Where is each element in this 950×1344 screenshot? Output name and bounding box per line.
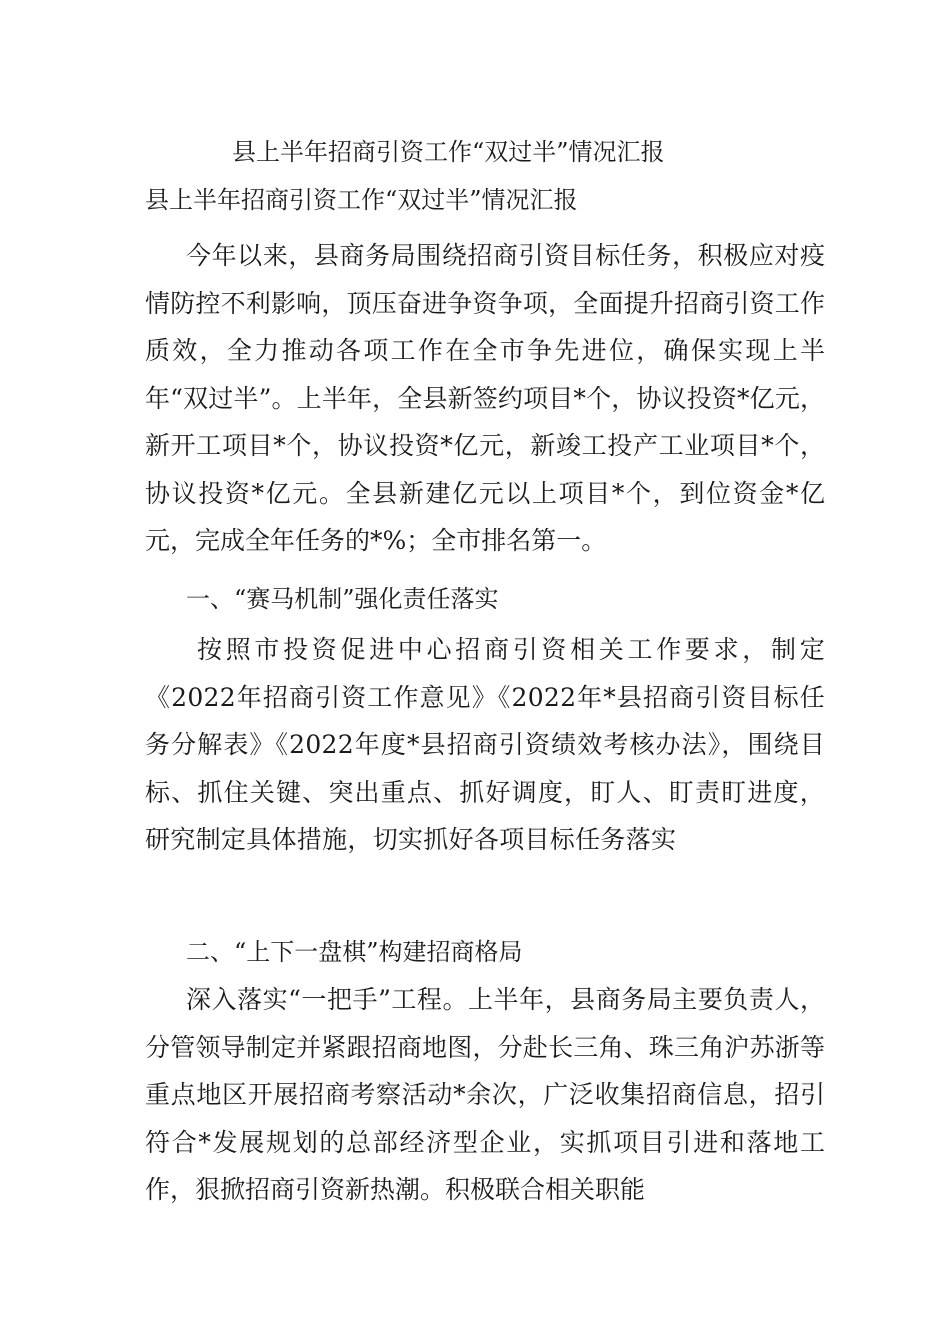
section-1-body: 按照市投资促进中心招商引资相关工作要求，制定《2022年招商引资工作意见》《2022年*县招商引资目标任务分解表》《2022年度*县招商引资绩效考核办法》，围绕目标、抓住关键、突出重点、抓好调度，盯人、盯责盯进度，研究制定具体措施，切实抓好各项目标任务落实 [145, 635, 825, 854]
document-title: 县上半年招商引资工作“双过半”情况汇报 [232, 138, 665, 166]
section-1-heading: 一、“赛马机制”强化责任落实 [186, 585, 499, 613]
intro-paragraph: 今年以来，县商务局围绕招商引资目标任务，积极应对疫情防控不利影响，顶压奋进争资争项，全面提升招商引资工作质效，全力推动各项工作在全市争先进位，确保实现上半年“双过半”。上半年，全县新签约项目*个，协议投资*亿元，新开工项目*个，协议投资*亿元，新竣工投产工业项目*个，协议投资*亿元。全县新建亿元以上项目*个，到位资金*亿元，完成全年任务的*%；全市排名第一。 [145, 241, 825, 555]
section-2-body: 深入落实“一把手”工程。上半年，县商务局主要负责人，分管领导制定并紧跟招商地图，分赴长三角、珠三角沪苏浙等重点地区开展招商考察活动*余次，广泛收集招商信息，招引符合*发展规划的总部经济型企业，实抓项目引进和落地工作，狠掀招商引资新热潮。积极联合相关职能 [145, 985, 825, 1204]
section-2-heading: 二、“上下一盘棋”构建招商格局 [186, 938, 523, 966]
document-subtitle: 县上半年招商引资工作“双过半”情况汇报 [145, 186, 578, 214]
